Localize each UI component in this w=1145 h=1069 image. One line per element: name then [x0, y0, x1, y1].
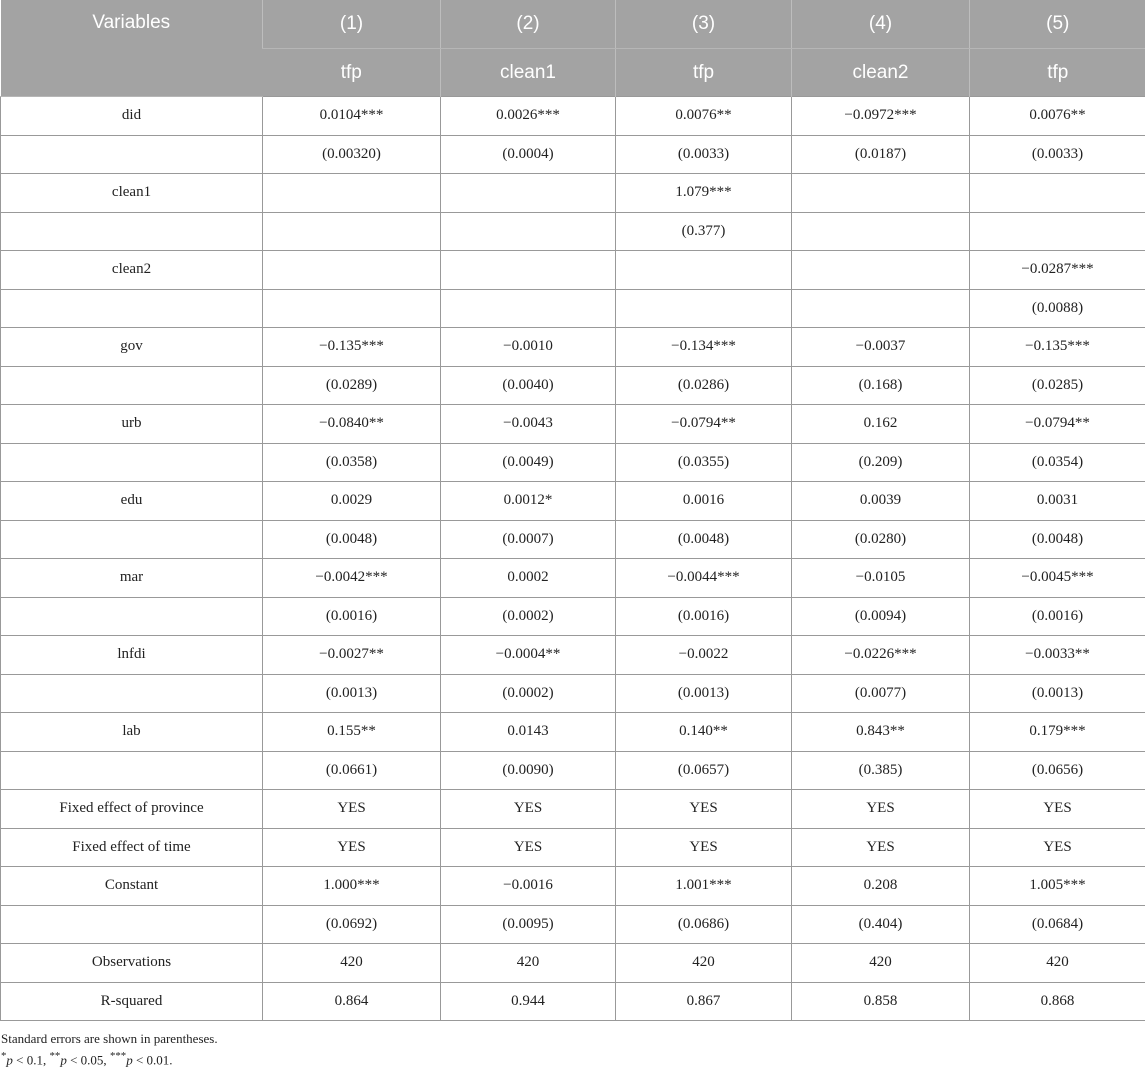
table-cell: (0.0007): [441, 520, 616, 559]
row-label: Fixed effect of time: [1, 828, 263, 867]
table-cell: (0.0004): [441, 135, 616, 174]
table-cell: YES: [263, 790, 441, 829]
sig-var-3: p: [126, 1052, 133, 1067]
table-cell: (0.168): [792, 366, 970, 405]
variables-header: Variables: [1, 0, 263, 97]
table-cell: 0.858: [792, 982, 970, 1021]
table-cell: −0.0042***: [263, 559, 441, 598]
table-cell: (0.0048): [616, 520, 792, 559]
table-cell: YES: [616, 790, 792, 829]
table-cell: −0.0226***: [792, 636, 970, 675]
table-cell: (0.0048): [970, 520, 1145, 559]
table-cell: (0.385): [792, 751, 970, 790]
table-row: [1, 944, 1145, 983]
table-cell: 0.155**: [263, 713, 441, 752]
table-cell: (0.0095): [441, 905, 616, 944]
table-cell: (0.377): [616, 212, 792, 251]
table-cell: (0.0016): [616, 597, 792, 636]
table-cell: (0.0016): [970, 597, 1145, 636]
table-row: [1, 135, 1145, 174]
table-row: [1, 982, 1145, 1021]
table-cell: [263, 212, 441, 251]
table-cell: [792, 174, 970, 213]
model-header: (4): [792, 0, 970, 49]
table-row: [1, 482, 1145, 521]
table-cell: 0.0104***: [263, 97, 441, 136]
table-cell: (0.0090): [441, 751, 616, 790]
table-row: [1, 713, 1145, 752]
table-cell: (0.0013): [263, 674, 441, 713]
depvar-header: clean2: [792, 49, 970, 97]
table-cell: (0.404): [792, 905, 970, 944]
table-row: [1, 867, 1145, 906]
table-row: [1, 328, 1145, 367]
table-cell: (0.0358): [263, 443, 441, 482]
table-cell: 0.179***: [970, 713, 1145, 752]
row-label: Fixed effect of province: [1, 790, 263, 829]
table-cell: −0.0044***: [616, 559, 792, 598]
table-cell: YES: [970, 828, 1145, 867]
table-cell: [616, 251, 792, 290]
table-cell: 0.0026***: [441, 97, 616, 136]
table-row: [1, 289, 1145, 328]
table-row: [1, 212, 1145, 251]
table-cell: −0.0045***: [970, 559, 1145, 598]
table-cell: 0.0143: [441, 713, 616, 752]
table-cell: 0.944: [441, 982, 616, 1021]
table-cell: YES: [441, 790, 616, 829]
table-cell: (0.0013): [616, 674, 792, 713]
table-cell: 0.0076**: [970, 97, 1145, 136]
row-label: R-squared: [1, 982, 263, 1021]
row-label: gov: [1, 328, 263, 367]
table-cell: [441, 251, 616, 290]
table-cell: −0.0972***: [792, 97, 970, 136]
table-cell: (0.209): [792, 443, 970, 482]
table-cell: 0.0029: [263, 482, 441, 521]
depvar-header: tfp: [263, 49, 441, 97]
table-cell: [792, 251, 970, 290]
sig-mark-2: **: [50, 1050, 61, 1062]
table-cell: −0.0022: [616, 636, 792, 675]
table-cell: (0.0048): [263, 520, 441, 559]
table-cell: (0.0040): [441, 366, 616, 405]
footnote-significance: [1, 1047, 218, 1069]
row-label: [1, 597, 263, 636]
row-label: clean1: [1, 174, 263, 213]
table-row: [1, 443, 1145, 482]
table-cell: 1.079***: [616, 174, 792, 213]
table-cell: [616, 289, 792, 328]
table-cell: (0.0692): [263, 905, 441, 944]
row-label: [1, 366, 263, 405]
table-row: [1, 520, 1145, 559]
table-body: [1, 97, 1145, 1021]
model-header: (5): [970, 0, 1145, 49]
table-cell: (0.0033): [970, 135, 1145, 174]
table-cell: −0.0027**: [263, 636, 441, 675]
table-cell: 0.208: [792, 867, 970, 906]
table-cell: [970, 212, 1145, 251]
row-label: Observations: [1, 944, 263, 983]
table-cell: [441, 289, 616, 328]
table-cell: −0.0010: [441, 328, 616, 367]
table-cell: YES: [616, 828, 792, 867]
table-cell: 1.000***: [263, 867, 441, 906]
sig-var-2: p: [60, 1052, 67, 1067]
table-cell: 0.0016: [616, 482, 792, 521]
table-cell: (0.0661): [263, 751, 441, 790]
table-cell: −0.0840**: [263, 405, 441, 444]
table-cell: [263, 251, 441, 290]
table-cell: YES: [792, 828, 970, 867]
table-cell: [792, 289, 970, 328]
table-cell: −0.0043: [441, 405, 616, 444]
table-cell: [441, 174, 616, 213]
table-cell: (0.0088): [970, 289, 1145, 328]
table-cell: (0.0355): [616, 443, 792, 482]
table-cell: 0.864: [263, 982, 441, 1021]
table-cell: (0.0656): [970, 751, 1145, 790]
table-cell: 0.162: [792, 405, 970, 444]
table-cell: 1.001***: [616, 867, 792, 906]
table-cell: YES: [792, 790, 970, 829]
table-cell: (0.0013): [970, 674, 1145, 713]
table-footnote: [1, 1030, 218, 1069]
sig-rest-2: < 0.05,: [67, 1052, 110, 1067]
sig-rest-3: < 0.01.: [133, 1052, 173, 1067]
row-label: [1, 520, 263, 559]
table-cell: (0.0686): [616, 905, 792, 944]
table-cell: 0.0039: [792, 482, 970, 521]
table-cell: (0.0016): [263, 597, 441, 636]
sig-mark-3: ***: [110, 1050, 126, 1062]
table-cell: −0.135***: [263, 328, 441, 367]
table-row: [1, 828, 1145, 867]
row-label: [1, 443, 263, 482]
row-label: [1, 212, 263, 251]
row-label: lab: [1, 713, 263, 752]
table-cell: (0.0289): [263, 366, 441, 405]
table-row: [1, 97, 1145, 136]
table-cell: −0.0004**: [441, 636, 616, 675]
table-cell: −0.0016: [441, 867, 616, 906]
table-cell: 420: [441, 944, 616, 983]
row-label: did: [1, 97, 263, 136]
depvar-header: tfp: [616, 49, 792, 97]
table-cell: (0.0002): [441, 674, 616, 713]
table-cell: (0.0657): [616, 751, 792, 790]
table-row: [1, 790, 1145, 829]
table-cell: −0.0033**: [970, 636, 1145, 675]
table-cell: (0.0684): [970, 905, 1145, 944]
table-cell: −0.135***: [970, 328, 1145, 367]
table-cell: (0.0285): [970, 366, 1145, 405]
table-cell: 420: [616, 944, 792, 983]
table-cell: −0.0105: [792, 559, 970, 598]
table-cell: (0.00320): [263, 135, 441, 174]
table-cell: 0.0031: [970, 482, 1145, 521]
table-row: [1, 674, 1145, 713]
table-cell: [792, 212, 970, 251]
table-cell: [263, 174, 441, 213]
table-row: [1, 174, 1145, 213]
model-header: (1): [263, 0, 441, 49]
depvar-header: clean1: [441, 49, 616, 97]
table-row: [1, 366, 1145, 405]
row-label: Constant: [1, 867, 263, 906]
model-header: (3): [616, 0, 792, 49]
table-row: [1, 905, 1145, 944]
row-label: urb: [1, 405, 263, 444]
sig-var-1: p: [6, 1052, 13, 1067]
table-cell: YES: [970, 790, 1145, 829]
table-cell: 420: [792, 944, 970, 983]
header-row-models: [1, 0, 1145, 49]
row-label: lnfdi: [1, 636, 263, 675]
table-cell: (0.0354): [970, 443, 1145, 482]
table-row: [1, 751, 1145, 790]
row-label: [1, 674, 263, 713]
table-cell: YES: [263, 828, 441, 867]
table-cell: −0.134***: [616, 328, 792, 367]
table-cell: 0.0012*: [441, 482, 616, 521]
table-cell: (0.0049): [441, 443, 616, 482]
sig-mark-1: *: [1, 1050, 6, 1062]
table-cell: (0.0077): [792, 674, 970, 713]
table-row: [1, 597, 1145, 636]
table-row: [1, 636, 1145, 675]
row-label: edu: [1, 482, 263, 521]
row-label: clean2: [1, 251, 263, 290]
table-cell: (0.0187): [792, 135, 970, 174]
table-cell: −0.0287***: [970, 251, 1145, 290]
row-label: [1, 135, 263, 174]
table-row: [1, 559, 1145, 598]
table-cell: −0.0794**: [970, 405, 1145, 444]
table-cell: YES: [441, 828, 616, 867]
table-cell: [263, 289, 441, 328]
row-label: [1, 751, 263, 790]
sig-rest-1: < 0.1,: [13, 1052, 50, 1067]
row-label: [1, 289, 263, 328]
table-row: [1, 251, 1145, 290]
table-cell: 0.868: [970, 982, 1145, 1021]
row-label: mar: [1, 559, 263, 598]
table-cell: 0.0002: [441, 559, 616, 598]
table-cell: 1.005***: [970, 867, 1145, 906]
depvar-header: tfp: [970, 49, 1145, 97]
model-header: (2): [441, 0, 616, 49]
table-cell: 0.0076**: [616, 97, 792, 136]
table-cell: 0.867: [616, 982, 792, 1021]
footnote-standard-errors: Standard errors are shown in parentheses.: [1, 1030, 218, 1048]
table-cell: [441, 212, 616, 251]
table-cell: −0.0794**: [616, 405, 792, 444]
table-cell: (0.0286): [616, 366, 792, 405]
table-cell: (0.0002): [441, 597, 616, 636]
table-row: [1, 405, 1145, 444]
table-cell: [970, 174, 1145, 213]
table-cell: 0.140**: [616, 713, 792, 752]
row-label: [1, 905, 263, 944]
table-cell: 0.843**: [792, 713, 970, 752]
table-cell: 420: [263, 944, 441, 983]
table-cell: 420: [970, 944, 1145, 983]
table-cell: −0.0037: [792, 328, 970, 367]
table-cell: (0.0280): [792, 520, 970, 559]
table-cell: (0.0033): [616, 135, 792, 174]
table-cell: (0.0094): [792, 597, 970, 636]
